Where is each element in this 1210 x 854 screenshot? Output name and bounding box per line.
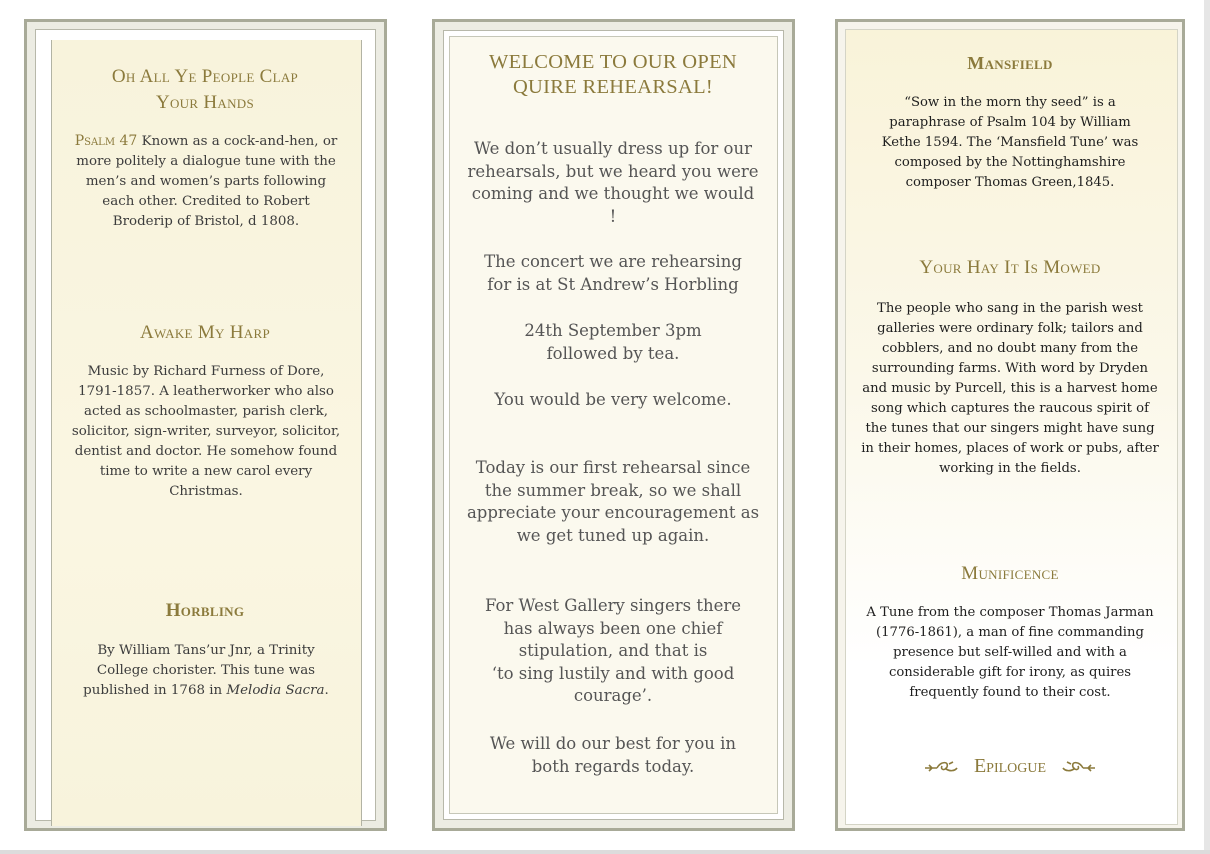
date-paragraph [466,320,760,365]
welcome-title [462,50,764,100]
psalm-reference: Psalm 47 [74,133,138,149]
right-ornament-icon [1059,759,1097,775]
date-line: followed by tea. [546,343,680,363]
concert-paragraph: The concert we are rehearsing for is at St Andrew’s Horbling [484,252,742,294]
section-title-munificence: Munificence [961,563,1059,584]
section-text: . [324,683,329,698]
title-line: Your Hands [155,92,255,113]
left-ornament-icon [923,759,961,775]
page-edge [0,850,1210,854]
page-edge [1204,0,1210,854]
epilogue-heading [835,755,1185,778]
section-text-awake-my-harp: Music by Richard Furness of Dore, 1791-1857. A leatherworker who also acted as schoolmaster, parish clerk, solicitor, sign-writer, surveyor, solicitor, dentist and doctor. He somehow found time to write a new carol every Christmas. [71,364,341,499]
date-line: 24th September 3pm [524,321,702,340]
section-text-munificence: A Tune from the composer Thomas Jarman (1776-1861), a man of fine commanding presence but self-willed and with a considerable gift for irony, as quires frequently found to their cost. [866,605,1154,700]
section-title-horbling: Horbling [165,600,245,621]
paragraph-line: has always been one chief [503,618,723,638]
section-text-mansfield: “Sow in the morn thy seed” is a paraphrase of Psalm 104 by William Kethe 1594. The ‘Mansfield Tune’ was composed by the Nottinghamshire composer Thomas Green,1845. [881,95,1139,190]
section-title-mansfield: Mansfield [967,53,1053,73]
section-title-awake-my-harp: Awake My Harp [140,322,270,343]
epilogue-label: Epilogue [973,755,1047,777]
paragraph-line: ‘to sing lustily and with good [491,663,735,683]
closing-paragraph: We will do our best for you in both regards today. [489,734,737,776]
title-line: WELCOME TO OUR OPEN [488,51,738,73]
title-line: Oh All Ye People Clap [111,66,299,87]
section-text-your-hay-it-is-mowed: The people who sang in the parish west galleries were ordinary folk; tailors and cobblers, and no doubt many from the surrounding farms. With word by Dryden and music by Purcell, this is a harvest home song which captures the raucous spirit of the tunes that our singers might have sung in their homes, places of work or pubs, after working in the fields. [861,301,1159,476]
section-text: By William Tans’ur Jnr, a Trinity College chorister. This tune was published in 1768 in [83,643,316,698]
section-title-your-hay-it-is-mowed: Your Hay It Is Mowed [919,257,1101,278]
rehearsal-paragraph: Today is our first rehearsal since the summer break, so we shall appreciate your encouragement as we get tuned up again. [466,458,760,545]
stipulation-paragraph [466,595,760,708]
section-text: Known as a cock-and-hen, or more politely a dialogue tune with the men’s and women’s parts following each other. Credited to Robert Broderip of Bristol, d 1808. [76,134,338,229]
section-text-oh-all-ye-people [72,131,340,232]
welcome-paragraph: You would be very welcome. [494,390,732,409]
title-line: QUIRE REHEARSAL! [512,76,714,98]
section-title-oh-all-ye-people [70,64,340,116]
book-title: Melodia Sacra [226,683,325,698]
paragraph-line: stipulation, and that is [518,641,708,660]
paragraph-line: courage’. [573,686,653,705]
section-text-horbling [72,641,340,701]
paragraph-line: For West Gallery singers there [484,596,742,615]
intro-paragraph: We don’t usually dress up for our rehearsals, but we heard you were coming and we thought we would ! [467,139,759,226]
